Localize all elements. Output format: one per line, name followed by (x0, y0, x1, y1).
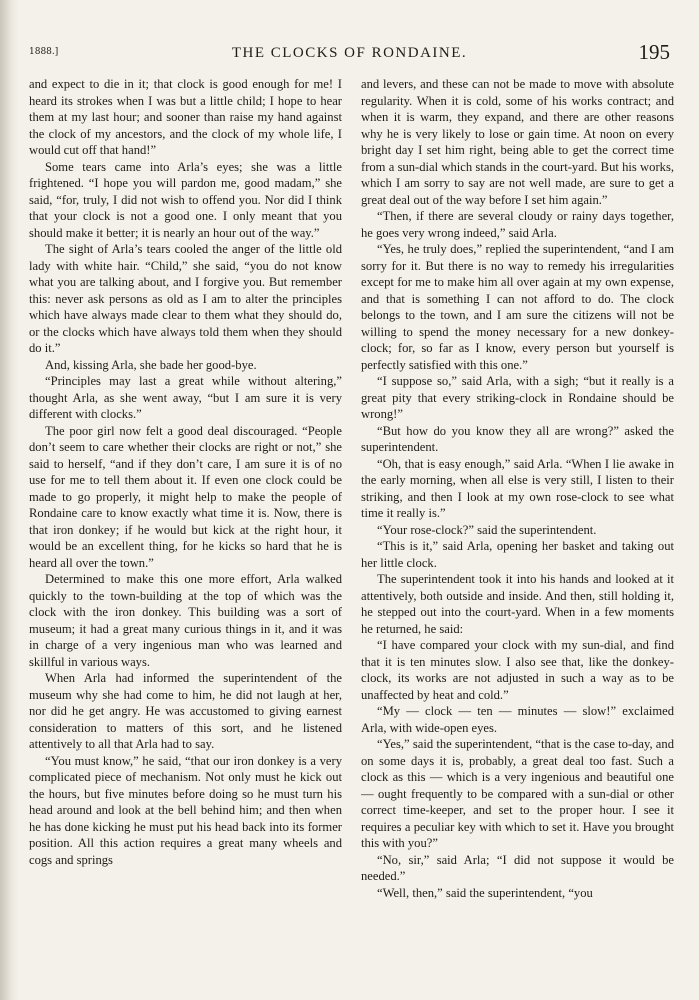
paragraph: The poor girl now felt a good deal discouraged. “People don’t seem to care whether their clocks are right or not,” she said to herself, “and if they don’t care, I am sure it is of no use for me to tell them about it. If even one clock could be made to go properly, it might help to make the people of Rondaine care to know exactly what time it is. Now, there is that iron donkey; if he would but kick at the right hour, it would be an excellent thing, for he kicks so hard that he is heard all over the town.” (29, 423, 342, 570)
paragraph: “My — clock — ten — minutes — slow!” exclaimed Arla, with wide-open eyes. (361, 704, 674, 735)
paragraph: The sight of Arla’s tears cooled the anger of the little old lady with white hair. “Child,” she said, “you do not know what you are talking about, and I forgive you. But remember this: never ask persons as old as I am to alter the principles which have always made clear to them what they should do, or the clocks which have always told them when they should do it.” (29, 242, 342, 355)
paragraph: “Yes,” said the superintendent, “that is the case to-day, and on some days it is, probably, a great deal too fast. Such a clock as this — which is a very ingenious and beautiful one — ought frequently to be compared with a sun-dial or other correct time-keeper, and set to the proper hour. I see it requires a peculiar key with which to set it. Have you brought this with you?” (361, 737, 674, 850)
paragraph: “I have compared your clock with my sun-dial, and find that it is ten minutes slow. I also see that, like the donkey-clock, its works are not adjusted in such a way as to be unaffected by heat and cold.” (361, 638, 674, 702)
paragraph: “No, sir,” said Arla; “I did not suppose it would be needed.” (361, 852, 674, 883)
running-title: THE CLOCKS OF RONDAINE. (231, 45, 468, 61)
paragraph: “Oh, that is easy enough,” said Arla. “When I lie awake in the early morning, when all else is very still, I listen to their striking, and then I look at my own rose-clock to see what time it really is.” (361, 456, 674, 520)
paragraph: and levers, and these can not be made to move with absolute regularity. When it is cold, some of his works contract; and when it is warm, they expand, and there are other reasons why he is very likely to lose or gain time. At noon on every bright day I set him right, being able to get the correct time from a sun-dial which stands in the court-yard. But his works, which I am sorry to say are not well made, are sure to get a great deal out of the way before I set him again.” (361, 77, 674, 207)
paragraph: Determined to make this one more effort, Arla walked quickly to the town-building at the top of which was the clock with the iron donkey. This building was a sort of museum; it had a great many curious things in it, and it was in charge of a very ingenious man who was learned and skillful in various ways. (29, 572, 342, 669)
binding-shadow (0, 0, 18, 1000)
left-column (29, 76, 342, 986)
paragraph: When Arla had informed the superintendent of the museum why she had come to him, he did not laugh at her, nor did he get angry. He was accustomed to giving earnest consideration to matters of this sort, and he listened attentively to all that Arla had to say. (29, 671, 342, 751)
paragraph: “Your rose-clock?” said the superintendent. (377, 522, 597, 537)
running-header (29, 40, 670, 68)
paragraph: Some tears came into Arla’s eyes; she was a little frightened. “I hope you will pardon me, good madam,” she said, “for, truly, I did not wish to offend you. Nor did I think that your clock is not a good one. I only meant that you should make it better; it is nearly an hour out of the way.” (29, 159, 342, 240)
text-columns (29, 76, 674, 986)
right-column (361, 76, 674, 986)
paragraph: “Then, if there are several cloudy or rainy days together, he goes very wrong indeed,” said Arla. (361, 209, 674, 240)
page-number: 195 (638, 40, 670, 64)
paragraph: “Yes, he truly does,” replied the superintendent, “and I am sorry for it. But there is no way to remedy his irregularities except for me to make him all over again at my own expense, and that is something I can not afford to do. The clock belongs to the town, and I am sure the citizens will not be willing to spend the money necessary for a new donkey-clock; for, so far as I know, every person but yourself is perfectly satisfied with this one.” (361, 242, 674, 372)
paragraph: And, kissing Arla, she bade her good-bye. (45, 357, 257, 372)
paragraph: “This is it,” said Arla, opening her basket and taking out her little clock. (361, 539, 674, 570)
paragraph: and expect to die in it; that clock is good enough for me! I heard its strokes when I was but a little child; I hope to hear them at my last hour; and sooner than raise my hand against the clock of my ancestors, and the clock of my whole life, I would cut off that hand!” (29, 77, 342, 157)
paragraph: “I suppose so,” said Arla, with a sigh; “but it really is a great pity that every striking-clock in Rondaine should be wrong!” (361, 374, 674, 421)
issue-date: 1888.] (29, 47, 59, 57)
paragraph: “But how do you know they all are wrong?” asked the superintendent. (361, 423, 674, 454)
paragraph: The superintendent took it into his hands and looked at it attentively, both outside and inside. And then, still holding it, he stepped out into the court-yard. When in a few moments he returned, he said: (361, 572, 674, 636)
paragraph: “You must know,” he said, “that our iron donkey is a very complicated piece of mechanism. Not only must he kick out the hours, but five minutes before doing so he must turn his head around and look at the bell behind him; and then when he has done kicking he must put his head back into its former position. All this action requires a great many wheels and cogs and springs (29, 753, 342, 867)
paragraph: “Principles may last a great while without altering,” thought Arla, as she went away, “but I am sure it is very different with clocks.” (29, 374, 342, 421)
paragraph: “Well, then,” said the superintendent, “you (377, 885, 593, 900)
